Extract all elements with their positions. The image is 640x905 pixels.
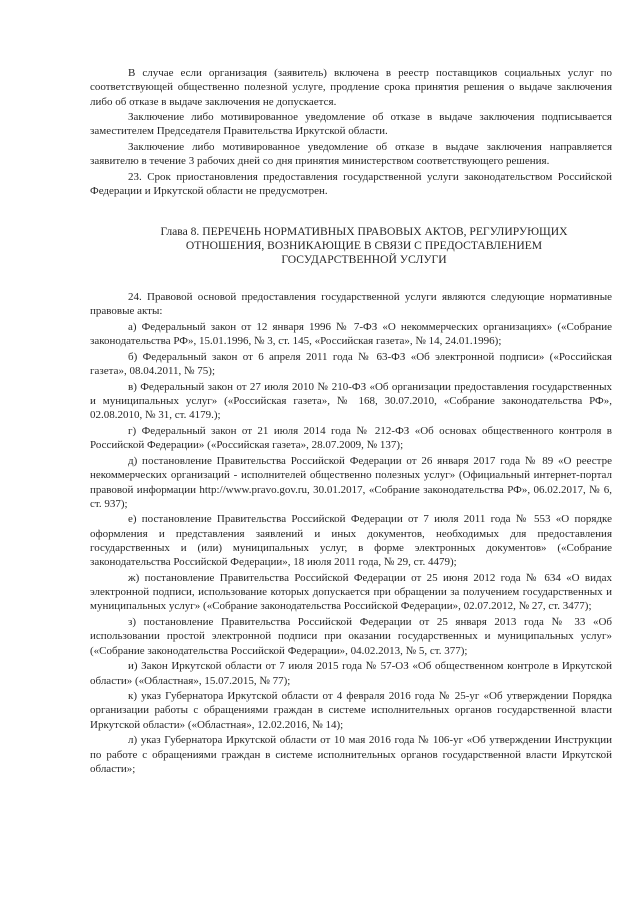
list-item: з) постановление Правительства Российской Федерации от 25 января 2013 года № 33 «Об использовании простой электронной подписи при оказании государственных и муниципальных услуг» («Собрание законодательства Российской Федерации», 04.02.2013, № 5, ст. 377); (90, 616, 612, 657)
paragraph: 24. Правовой основой предоставления государственной услуги являются следующие нормативные правовые акты: (90, 291, 612, 318)
list-item: а) Федеральный закон от 12 января 1996 № 7-ФЗ «О некоммерческих организациях» («Собрание законодательства РФ», 15.01.1996, № 3, ст. 145, «Российская газета», № 14, 24.01.1996); (90, 321, 612, 348)
list-item: ж) постановление Правительства Российской Федерации от 25 июня 2012 года № 634 «О видах электронной подписи, использование которых допускается при обращении за получением государственных и муниципальных услуг» («Собрание законодательства Российской Федерации», 02.07.2012, № 27, ст. 3477); (90, 571, 612, 613)
list-item: д) постановление Правительства Российской Федерации от 26 января 2017 года № 89 «О реестре некоммерческих организаций - исполнителей общественно полезных услуг» (Официальный интернет-портал правовой информации http://www.pravo.gov.ru, 30.01.2017, «Собрание законодательства РФ», 06.02.2017, № 6, ст. 937); (90, 454, 612, 510)
chapter-heading-line: ГОСУДАРСТВЕННОЙ УСЛУГИ (281, 252, 447, 266)
chapter-heading (130, 225, 598, 268)
list-item: г) Федеральный закон от 21 июля 2014 года № 212-ФЗ «Об основах общественного контроля в Российской Федерации» («Российская газета», 28.07.2009, № 137); (90, 425, 612, 452)
list-item: л) указ Губернатора Иркутской области от 10 мая 2016 года № 106-уг «Об утверждении Инструкции по работе с обращениями граждан в системе исполнительных органов государственной власти Иркутской области»; (90, 734, 612, 775)
list-item: в) Федеральный закон от 27 июля 2010 № 210-ФЗ «Об организации предоставления государственных и муниципальных услуг» («Российская газета», № 168, 30.07.2010, «Собрание законодательства РФ», 02.08.2010, № 31, ст. 4179.); (90, 380, 612, 422)
list-item: б) Федеральный закон от 6 апреля 2011 года № 63-ФЗ «Об электронной подписи» («Российская газета», 08.04.2011, № 75); (90, 350, 612, 378)
chapter-heading-line: ОТНОШЕНИЯ, ВОЗНИКАЮЩИЕ В СВЯЗИ С ПРЕДОСТАВЛЕНИЕМ (185, 238, 543, 252)
legal-acts-section (90, 290, 612, 776)
paragraph: Заключение либо мотивированное уведомление об отказе в выдаче заключения направляется заявителю в течение 3 рабочих дней со дня принятия министерством соответствующего решения. (90, 141, 612, 168)
chapter-heading-line: Глава 8. ПЕРЕЧЕНЬ НОРМАТИВНЫХ ПРАВОВЫХ АКТОВ, РЕГУЛИРУЮЩИХ (160, 224, 568, 238)
top-section (90, 66, 612, 199)
paragraph: 23. Срок приостановления предоставления государственной услуги законодательством Российской Федерации и Иркутской области не предусмотрен. (90, 170, 612, 198)
list-item: к) указ Губернатора Иркутской области от 4 февраля 2016 года № 25-уг «Об утверждении Порядка организации работы с обращениями граждан в системе исполнительных органов государственной власти Иркутской области» («Областная», 12.02.2016, № 14); (90, 690, 612, 731)
list-item: е) постановление Правительства Российской Федерации от 7 июля 2011 года № 553 «О порядке оформления и представления заявлений и иных документов, необходимых для предоставления государственных и (или) муниципальных услуг, в форме электронных документов» («Собрание законодательства Российской Федерации», 18 июля 2011 года, № 29, ст. 4479); (90, 513, 612, 569)
paragraph: В случае если организация (заявитель) включена в реестр поставщиков социальных услуг по соответствующей общественно полезной услуге, продление срока принятия решения о выдаче заключения либо об отказе в выдаче заключения не допускается. (90, 67, 612, 108)
paragraph: Заключение либо мотивированное уведомление об отказе в выдаче заключения подписывается заместителем Председателя Правительства Иркутской области. (90, 111, 612, 138)
list-item: и) Закон Иркутской области от 7 июля 2015 года № 57-ОЗ «Об общественном контроле в Иркутской области» («Областная», 15.07.2015, № 77); (90, 660, 612, 687)
